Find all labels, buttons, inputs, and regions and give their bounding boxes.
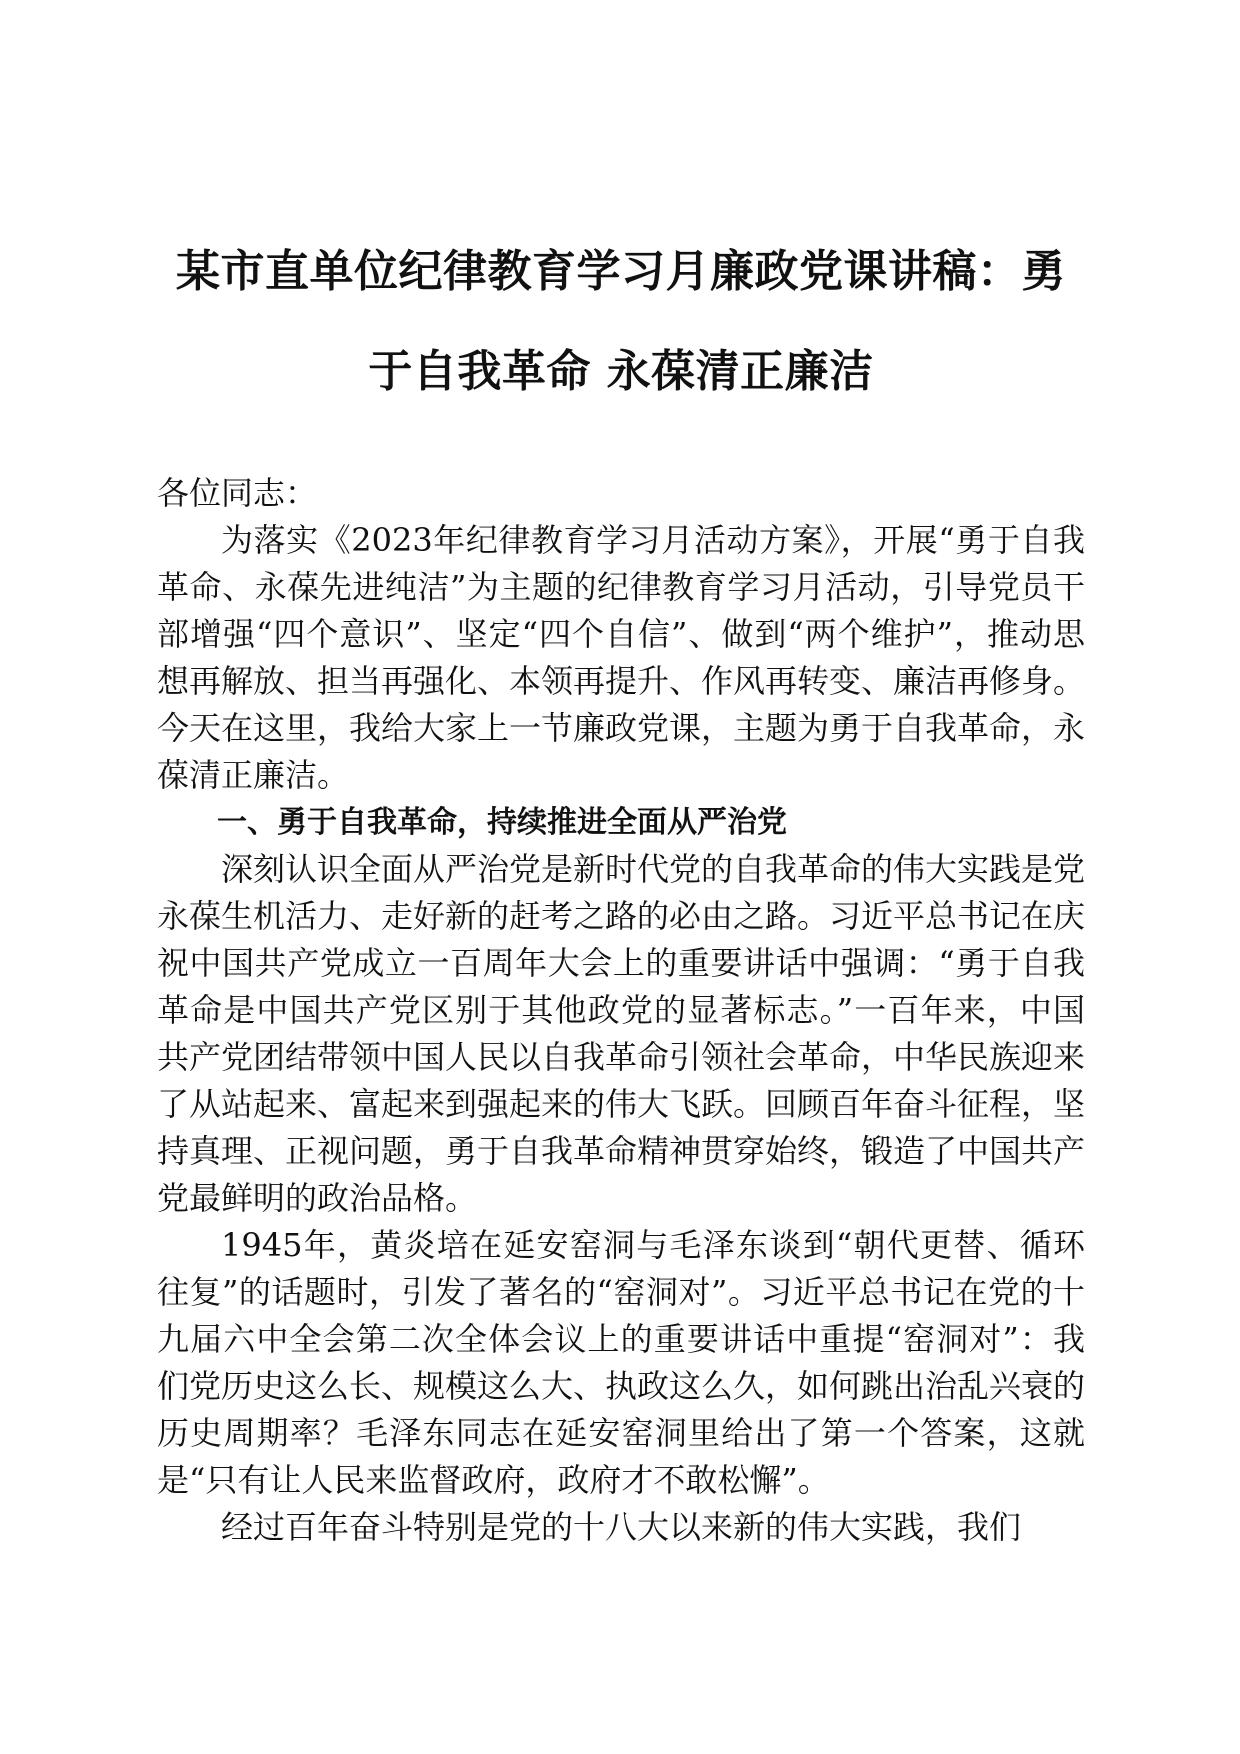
- paragraph-intro: 为落实《2023年纪律教育学习月活动方案》，开展“勇于自我革命、永葆先进纯洁”为主题的纪律教育学习月活动，引导党员干部增强“四个意识”、坚定“四个自信”、做到“两个维护”，推动思想再解放、担当再强化、本领再提升、作风再转变、廉洁再修身。今天在这里，我给大家上一节廉政党课，主题为勇于自我革命，永葆清正廉洁。: [157, 521, 1086, 794]
- section-heading-1: 一、勇于自我革命，持续推进全面从严治党: [217, 805, 787, 840]
- paragraph-cave-dialogue: 1945年，黄炎培在延安窑洞与毛泽东谈到“朝代更替、循环往复”的话题时，引发了著名的“窑洞对”。习近平总书记在党的十九届六中全会第二次全体会议上的重要讲话中重提“窑洞对”：我们党历史这么长、规模这么大、执政这么久，如何跳出治乱兴衰的历史周期率？毛泽东同志在延安窑洞里给出了第一个答案，这就是“只有让人民来监督政府，政府才不敢松懈”。: [157, 1226, 1086, 1499]
- title-line-1: 某市直单位纪律教育学习月廉政党课讲稿：勇: [176, 246, 1066, 297]
- document-body: [157, 470, 1085, 1551]
- paragraph-self-revolution: 深刻认识全面从严治党是新时代党的自我革命的伟大实践是党永葆生机活力、走好新的赶考之路的必由之路。习近平总书记在庆祝中国共产党成立一百周年大会上的重要讲话中强调：“勇于自我革命是中国共产党区别于其他政党的显著标志。”一百年来，中国共产党团结带领中国人民以自我革命引领社会革命，中华民族迎来了从站起来、富起来到强起来的伟大飞跃。回顾百年奋斗征程，坚持真理、正视问题，勇于自我革命精神贯穿始终，锻造了中国共产党最鲜明的政治品格。: [157, 850, 1086, 1217]
- salutation: 各位同志：: [157, 474, 318, 512]
- document-title: [157, 222, 1085, 422]
- paragraph-continuation: 经过百年奋斗特别是党的十八大以来新的伟大实践，我们: [221, 1508, 1022, 1546]
- title-line-2: 于自我革命 永葆清正廉洁: [368, 346, 874, 397]
